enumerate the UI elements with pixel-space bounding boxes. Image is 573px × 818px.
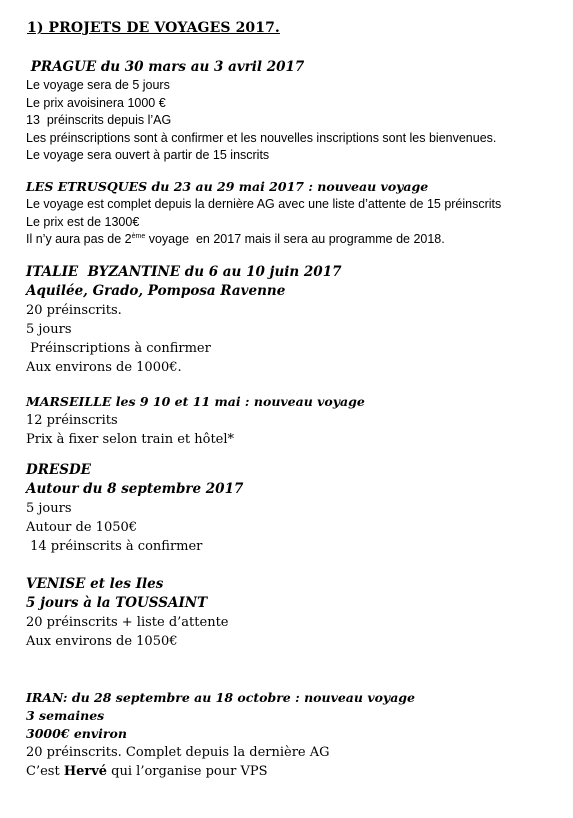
prague-heading: PRAGUE du 30 mars au 3 avril 2017 (26, 59, 305, 75)
prague-line: Les préinscriptions sont à confirmer et les nouvelles inscriptions sont les bienvenues. (26, 130, 497, 145)
section-prague (26, 58, 496, 165)
italie-line: 20 préinscrits. (26, 303, 122, 318)
etrusques-line-sup: ème (131, 233, 146, 240)
iran-organizer-name: Hervé (63, 764, 108, 779)
marseille-line: Prix à fixer selon train et hôtel* (26, 432, 235, 447)
prague-line: Le voyage sera de 5 jours (26, 78, 170, 92)
iran-heading: IRAN: du 28 septembre au 18 octobre : nouveau voyage (26, 690, 415, 705)
section-italie (26, 263, 341, 377)
dresde-line: 14 préinscrits à confirmer (26, 539, 203, 554)
etrusques-line-pre: Il n’y aura pas de 2 (26, 232, 132, 246)
venise-subheading: 5 jours à la TOUSSAINT (26, 595, 208, 611)
iran-line: 20 préinscrits. Complet depuis la dernière AG (26, 745, 330, 760)
iran-price: 3000€ environ (26, 726, 127, 741)
etrusques-line-post: voyage en 2017 mais il sera au programme de 2018. (145, 232, 445, 246)
venise-line: 20 préinscrits + liste d’attente (26, 615, 229, 630)
etrusques-heading: LES ETRUSQUES du 23 au 29 mai 2017 : nouveau voyage (26, 179, 429, 194)
italie-line: Aux environs de 1000€. (26, 360, 182, 375)
section-dresde (26, 461, 243, 556)
italie-subheading: Aquilée, Grado, Pomposa Ravenne (26, 283, 286, 299)
italie-heading: ITALIE BYZANTINE du 6 au 10 juin 2017 (26, 264, 342, 280)
etrusques-line: Le voyage est complet depuis la dernière AG avec une liste d’attente de 15 préinscrits (26, 197, 502, 211)
section-venise (26, 575, 228, 651)
dresde-line: 5 jours (26, 501, 72, 516)
iran-line-pre: C’est (26, 764, 64, 779)
iran-subheading: 3 semaines (26, 708, 105, 723)
section-etrusques (26, 178, 501, 249)
prague-line: Le prix avoisinera 1000 € (26, 95, 166, 110)
section-iran (26, 689, 415, 781)
marseille-line: 12 préinscrits (26, 413, 118, 428)
marseille-heading: MARSEILLE les 9 10 et 11 mai : nouveau voyage (26, 394, 365, 409)
etrusques-line: Le prix est de 1300€ (26, 214, 140, 229)
prague-line: 13 préinscrits depuis l’AG (26, 113, 172, 127)
venise-line: Aux environs de 1050€ (26, 634, 178, 649)
venise-heading: VENISE et les Iles (26, 576, 164, 592)
etrusques-line (26, 231, 501, 249)
page-title: 1) PROJETS DE VOYAGES 2017. (27, 20, 280, 36)
iran-line (26, 762, 415, 781)
dresde-subheading: Autour du 8 septembre 2017 (26, 481, 244, 497)
italie-line: 5 jours (26, 322, 72, 337)
dresde-heading: DRESDE (26, 462, 91, 478)
prague-line: Le voyage sera ouvert à partir de 15 inscrits (26, 148, 270, 162)
iran-line-post: qui l’organise pour VPS (107, 764, 268, 779)
italie-line: Préinscriptions à confirmer (26, 341, 211, 356)
section-marseille (26, 393, 365, 449)
dresde-line: Autour de 1050€ (26, 520, 138, 535)
